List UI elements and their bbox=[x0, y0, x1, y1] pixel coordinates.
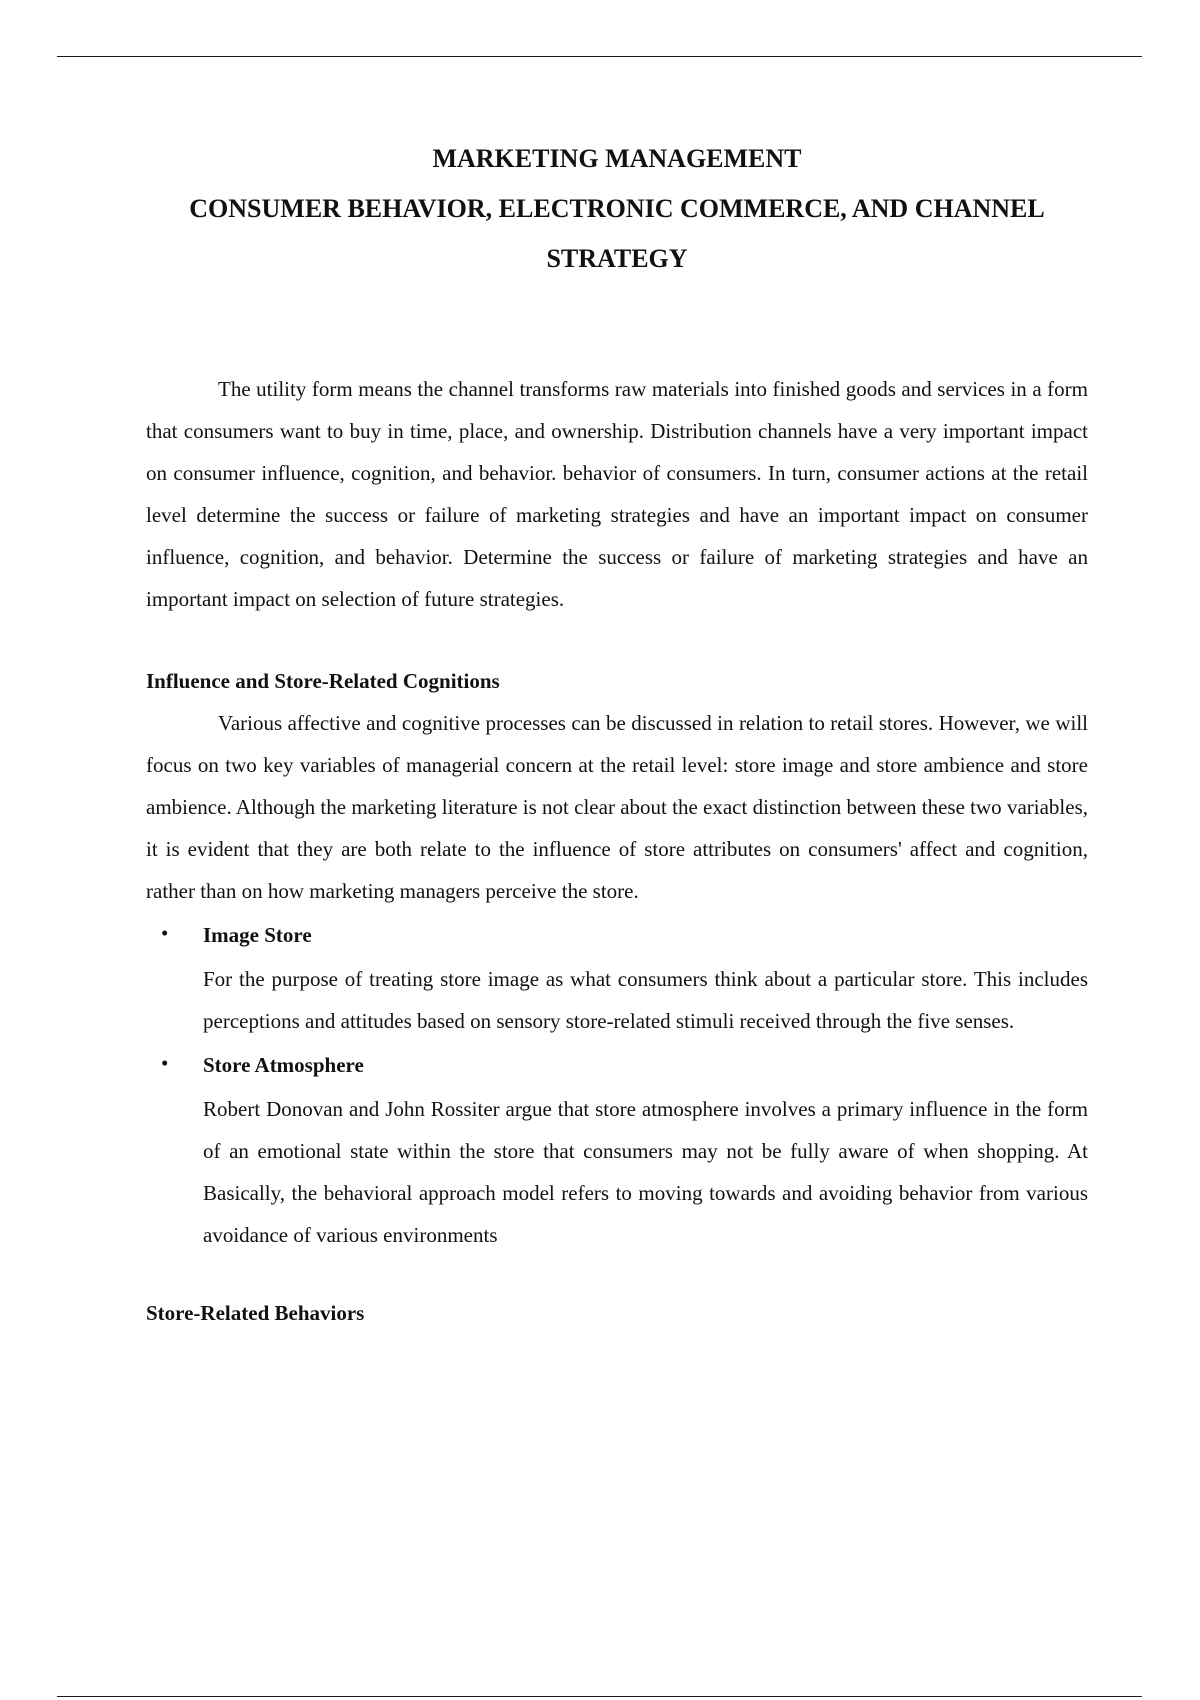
bullet-item-image-store bbox=[146, 912, 1088, 1042]
top-rule bbox=[57, 56, 1142, 57]
section-heading-influence: Influence and Store-Related Cognitions bbox=[146, 669, 500, 693]
section-paragraph-influence: Various affective and cognitive processes can be discussed in relation to retail stores. However, we will focus on two key variables of managerial concern at the retail level: store image and store ambience and store ambience. Although the marketing literature is not clear about the exact distinction between these two variables, it is evident that they are both relate to the influence of store attributes on consumers' affect and cognition, rather than on how marketing managers perceive the store. bbox=[146, 711, 1088, 903]
bullet-title-image-store: Image Store bbox=[203, 923, 312, 947]
title-line-2: CONSUMER BEHAVIOR, ELECTRONIC COMMERCE, AND CHANNEL bbox=[189, 194, 1045, 223]
intro-paragraph: The utility form means the channel transforms raw materials into finished goods and services in a form that consumers want to buy in time, place, and ownership. Distribution channels have a very important impact on consumer influence, cognition, and behavior. behavior of consumers. In turn, consumer actions at the retail level determine the success or failure of marketing strategies and have an important impact on consumer influence, cognition, and behavior. Determine the success or failure of marketing strategies and have an important impact on selection of future strategies. bbox=[146, 377, 1088, 611]
bottom-rule bbox=[57, 1696, 1142, 1697]
bullet-title-store-atmosphere: Store Atmosphere bbox=[203, 1053, 364, 1077]
bullet-list bbox=[146, 912, 1088, 1256]
bullet-text-image-store: For the purpose of treating store image as what consumers think about a particular store. This includes perceptions and attitudes based on sensory store-related stimuli received through the five senses. bbox=[203, 967, 1088, 1033]
bullet-item-store-atmosphere bbox=[146, 1042, 1088, 1256]
title-line-3: STRATEGY bbox=[546, 244, 688, 273]
section-heading-store-behaviors: Store-Related Behaviors bbox=[146, 1301, 365, 1325]
title-line-1: MARKETING MANAGEMENT bbox=[432, 144, 802, 173]
document-body bbox=[146, 134, 1088, 1334]
bullet-text-store-atmosphere: Robert Donovan and John Rossiter argue that store atmosphere involves a primary influence in the form of an emotional state within the store that consumers may not be fully aware of when shopping. At Basically, the behavioral approach model refers to moving towards and avoiding behavior from various avoidance of various environments bbox=[203, 1097, 1088, 1247]
document-title bbox=[136, 134, 1098, 284]
bullet-icon: • bbox=[161, 1051, 169, 1075]
bullet-icon: • bbox=[161, 921, 169, 945]
